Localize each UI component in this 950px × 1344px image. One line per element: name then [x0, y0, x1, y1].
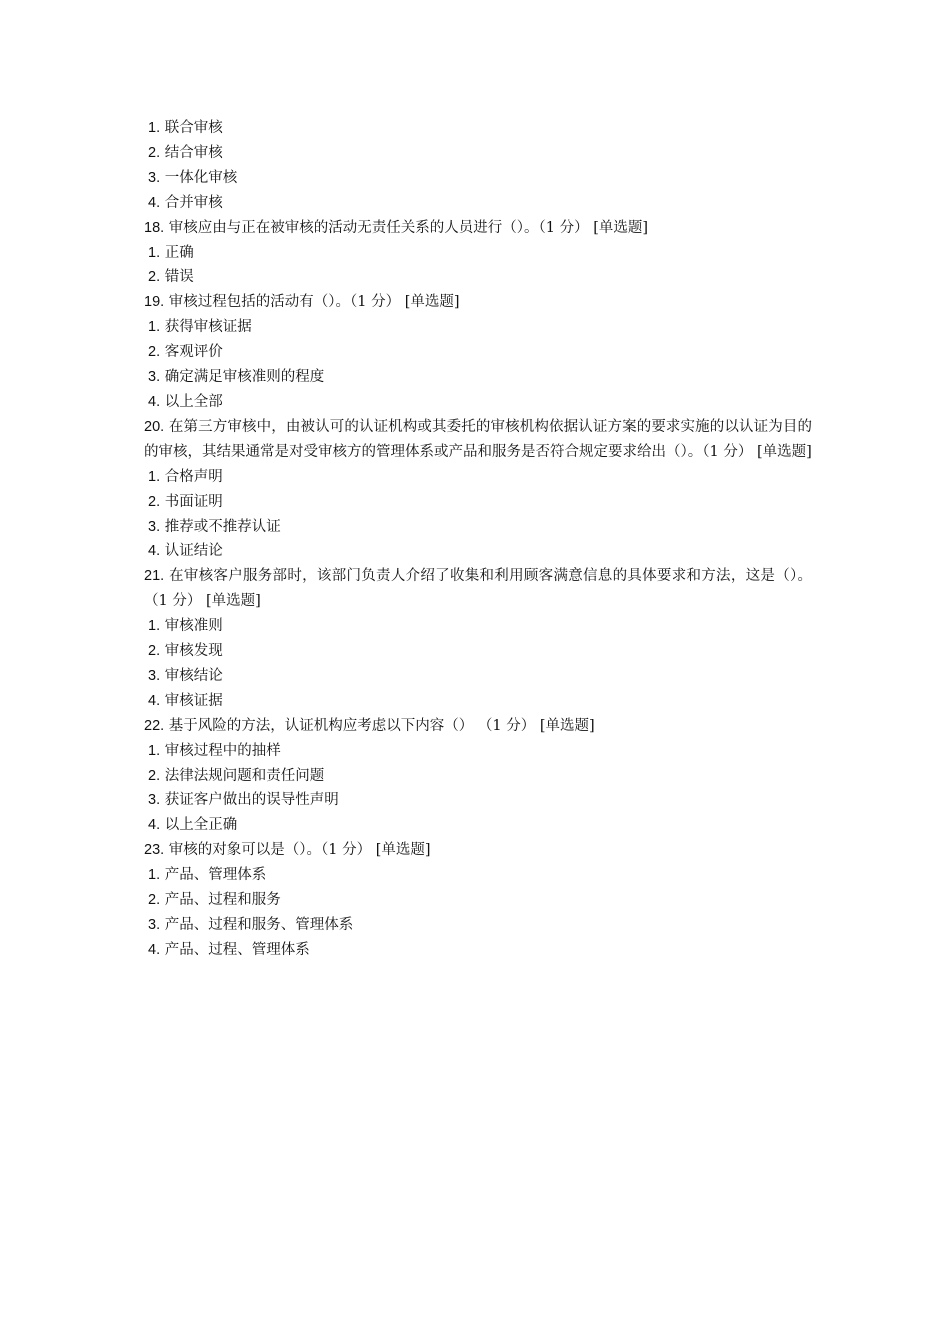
- answer-option: [144, 141, 812, 166]
- answer-option: [144, 664, 812, 689]
- option-number: 1.: [148, 618, 161, 635]
- option-label: 产品、过程和服务、管理体系: [164, 917, 354, 933]
- question-body: 基于风险的方法，认证机构应考虑以下内容（） （1 分） [单选题]: [168, 717, 595, 734]
- option-number: 2.: [148, 767, 161, 784]
- option-number: 3.: [148, 792, 161, 809]
- question-number: 18.: [144, 219, 165, 236]
- question-text: [144, 714, 812, 739]
- answer-option: [144, 614, 812, 639]
- option-number: 1.: [148, 120, 161, 136]
- option-number: 2.: [148, 344, 161, 361]
- option-label: 产品、过程和服务: [164, 892, 281, 909]
- option-label: 获得审核证据: [164, 319, 252, 336]
- question-number: 23.: [144, 842, 165, 859]
- option-label: 认证结论: [164, 543, 223, 560]
- option-number: 1.: [148, 742, 161, 759]
- option-number: 3.: [148, 369, 161, 386]
- option-label: 客观评价: [164, 344, 223, 361]
- answer-option: [144, 788, 812, 813]
- answer-option: [144, 390, 812, 415]
- answer-option: [144, 813, 812, 838]
- option-label: 联合审核: [164, 120, 223, 136]
- answer-option: [144, 315, 812, 340]
- answer-option: [144, 689, 812, 714]
- answer-option: [144, 340, 812, 365]
- option-number: 3.: [148, 917, 161, 933]
- option-number: 4.: [148, 692, 161, 709]
- question-number: 19.: [144, 294, 165, 311]
- answer-option: [144, 739, 812, 764]
- option-number: 3.: [148, 169, 161, 186]
- question-text: [144, 216, 812, 241]
- answer-option: [144, 764, 812, 789]
- answer-option: [144, 465, 812, 490]
- option-label: 合并审核: [164, 194, 223, 211]
- option-label: 产品、管理体系: [164, 867, 267, 884]
- option-label: 确定满足审核准则的程度: [164, 369, 325, 386]
- answer-option: [144, 241, 812, 266]
- answer-option: [144, 116, 812, 141]
- answer-option: [144, 938, 812, 963]
- answer-option: [144, 515, 812, 540]
- option-number: 3.: [148, 518, 161, 535]
- question-text: [144, 415, 812, 465]
- option-number: 2.: [148, 643, 161, 660]
- option-number: 1.: [148, 867, 161, 884]
- option-label: 审核发现: [164, 643, 223, 660]
- answer-option: [144, 913, 812, 938]
- question-text: [144, 290, 812, 315]
- option-number: 4.: [148, 543, 161, 560]
- answer-option: [144, 539, 812, 564]
- option-number: 1.: [148, 319, 161, 336]
- answer-option: [144, 166, 812, 191]
- answer-option: [144, 191, 812, 216]
- option-label: 以上全部: [164, 393, 223, 410]
- question-body: 在审核客户服务部时，该部门负责人介绍了收集和利用顾客满意信息的具体要求和方法，这是（）。（1 分） [单选题]: [144, 568, 813, 610]
- question-body: 审核过程包括的活动有（）。（1 分） [单选题]: [168, 294, 460, 311]
- document-page: [144, 116, 812, 963]
- option-number: 3.: [148, 667, 161, 684]
- option-number: 4.: [148, 941, 161, 958]
- option-number: 2.: [148, 892, 161, 909]
- answer-option: [144, 490, 812, 515]
- question-number: 21.: [144, 568, 165, 585]
- option-number: 2.: [148, 269, 161, 286]
- option-label: 一体化审核: [164, 169, 238, 186]
- option-label: 法律法规问题和责任问题: [164, 767, 325, 784]
- question-text: [144, 564, 812, 614]
- answer-option: [144, 888, 812, 913]
- option-label: 书面证明: [164, 493, 223, 510]
- question-body: 审核应由与正在被审核的活动无责任关系的人员进行（）。（1 分） [单选题]: [168, 219, 649, 236]
- option-number: 2.: [148, 144, 161, 161]
- question-number: 22.: [144, 717, 165, 734]
- answer-option: [144, 265, 812, 290]
- question-number: 20.: [144, 418, 165, 435]
- answer-option: [144, 639, 812, 664]
- option-label: 审核过程中的抽样: [164, 742, 281, 759]
- question-text: [144, 838, 812, 863]
- option-number: 4.: [148, 393, 161, 410]
- option-number: 1.: [148, 244, 161, 261]
- option-label: 合格声明: [164, 468, 223, 485]
- option-number: 2.: [148, 493, 161, 510]
- question-body: 在第三方审核中，由被认可的认证机构或其委托的审核机构依据认证方案的要求实施的以认证为目的的审核，其结果通常是对受审核方的管理体系或产品和服务是否符合规定要求给出（）。（1 分） [单选题]: [144, 418, 813, 460]
- option-number: 1.: [148, 468, 161, 485]
- option-number: 4.: [148, 194, 161, 211]
- option-label: 结合审核: [164, 144, 223, 161]
- option-label: 以上全正确: [164, 817, 238, 834]
- option-label: 审核准则: [164, 618, 223, 635]
- question-body: 审核的对象可以是（）。（1 分） [单选题]: [168, 842, 431, 859]
- answer-option: [144, 863, 812, 888]
- option-label: 获证客户做出的误导性声明: [164, 792, 339, 809]
- option-label: 正确: [164, 244, 194, 261]
- option-label: 推荐或不推荐认证: [164, 518, 281, 535]
- answer-option: [144, 365, 812, 390]
- option-label: 审核结论: [164, 667, 223, 684]
- option-number: 4.: [148, 817, 161, 834]
- option-label: 产品、过程、管理体系: [164, 941, 310, 958]
- option-label: 错误: [164, 269, 194, 286]
- option-label: 审核证据: [164, 692, 223, 709]
